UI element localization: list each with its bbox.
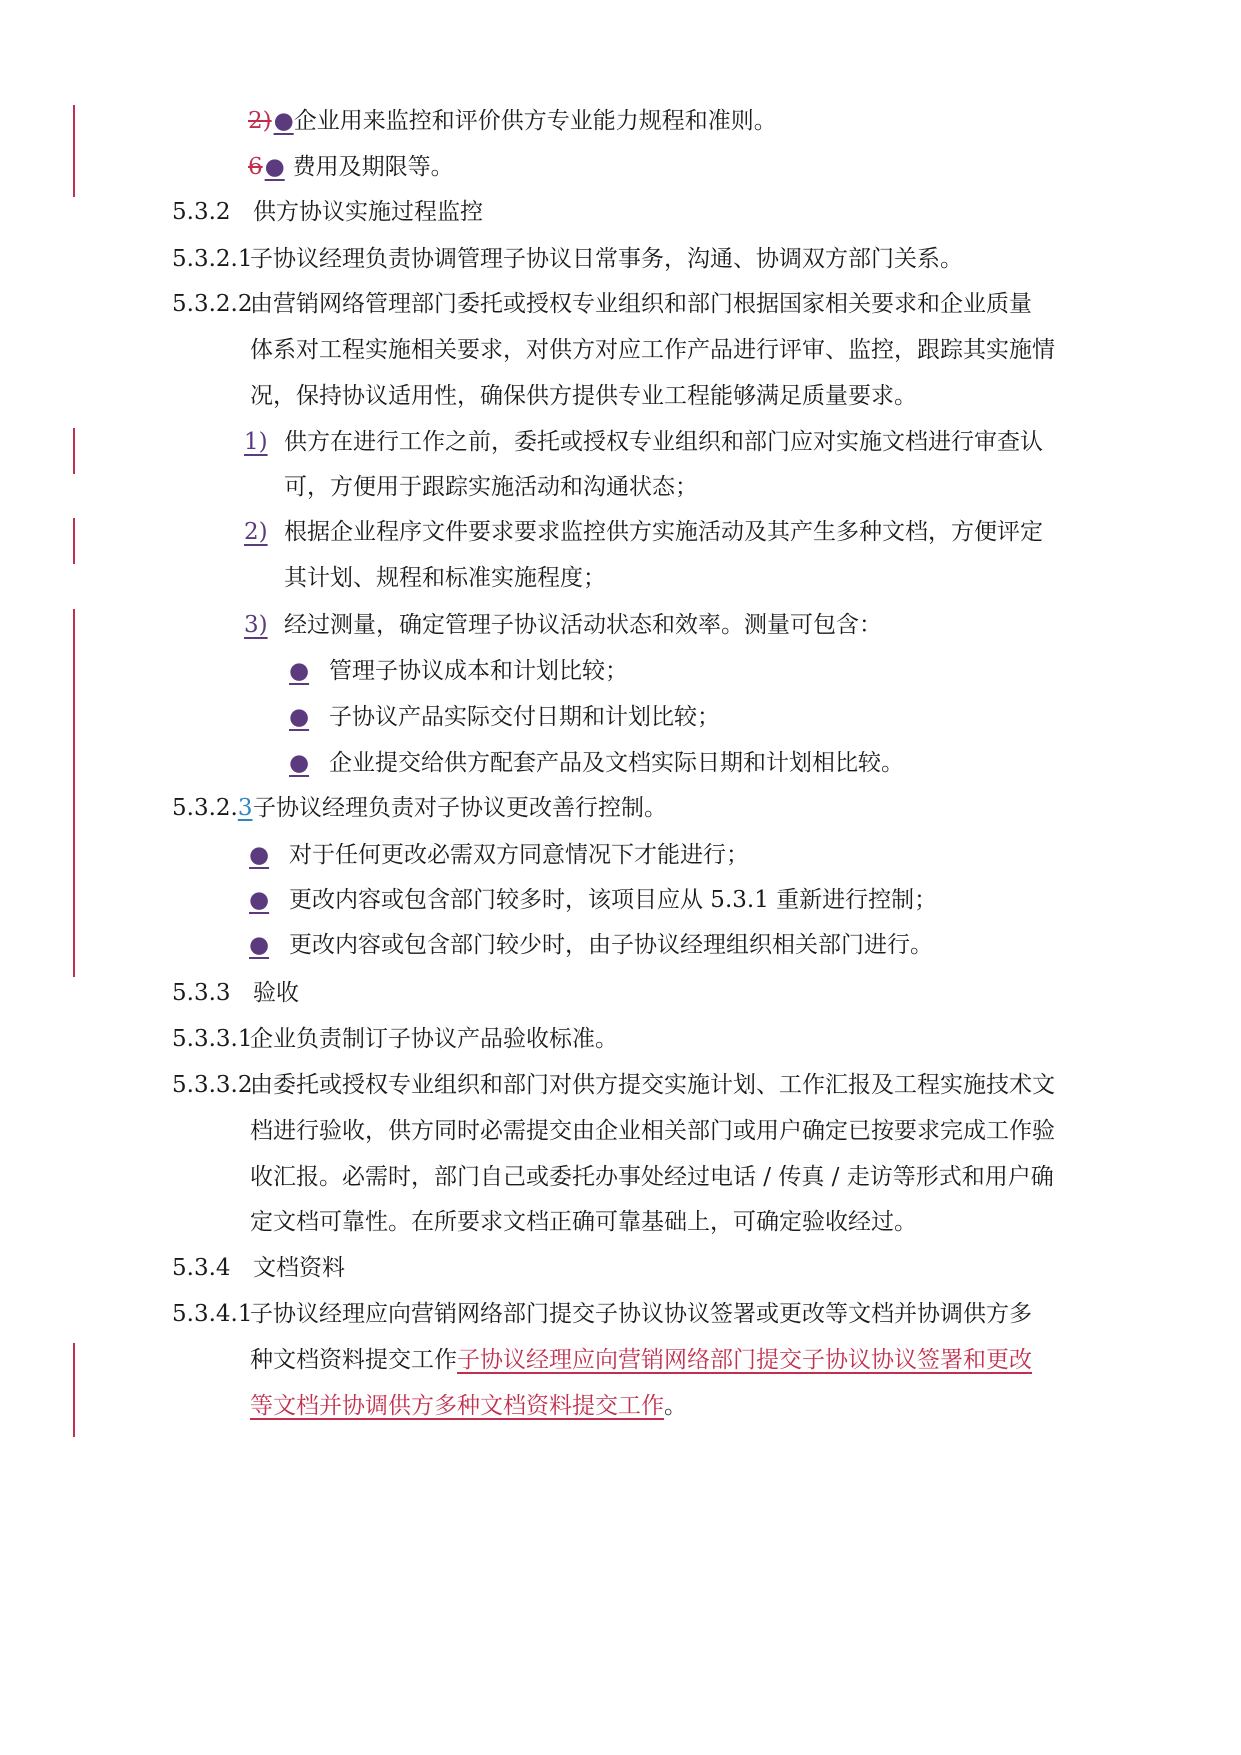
change-bar xyxy=(73,105,75,197)
bullet-icon: ● xyxy=(264,154,285,180)
item-text: 企业提交给供方配套产品及文档实际日期和计划相比较。 xyxy=(329,750,904,776)
bullet-item xyxy=(249,930,933,960)
clause-text: 档进行验收，供方同时必需提交由企业相关部门或用户确定已按要求完成工作验 xyxy=(250,1118,1055,1144)
change-bar xyxy=(73,518,75,564)
clause-number: 5.3.4.1 xyxy=(172,1301,253,1327)
numbered-item xyxy=(244,610,882,640)
clause-text: 况，保持协议适用性，确保供方提供专业工程能够满足质量要求。 xyxy=(250,383,917,409)
clause-text: 体系对工程实施相关要求，对供方对应工作产品进行评审、监控，跟踪其实施情 xyxy=(250,337,1055,363)
clause-number: 5.3.2.1 xyxy=(172,246,253,272)
clause-text: 定文档可靠性。在所要求文档正确可靠基础上，可确定验收经过。 xyxy=(250,1209,917,1235)
change-bar xyxy=(73,1343,75,1437)
item-text: 根据企业程序文件要求要求监控供方实施活动及其产生多种文档，方便评定 xyxy=(284,519,1043,545)
change-bar xyxy=(73,428,75,474)
item-text: 可，方便用于跟踪实施活动和沟通状态； xyxy=(284,474,698,500)
clause-number: 5.3.3.2 xyxy=(172,1072,253,1098)
bullet-icon: ● xyxy=(273,108,294,134)
item-text: 经过测量，确定管理子协议活动状态和效率。测量可包含： xyxy=(284,612,882,638)
clause-text: 子协议经理应向营销网络部门提交子协议协议签署或更改等文档并协调供方多 xyxy=(250,1301,1032,1327)
item-text: 对于任何更改必需双方同意情况下才能进行； xyxy=(289,842,749,868)
item-text: 更改内容或包含部门较少时，由子协议经理组织相关部门进行。 xyxy=(289,932,933,958)
bullet-icon: ● xyxy=(289,750,310,776)
item-number: 3) xyxy=(244,612,268,638)
bullet-icon: ● xyxy=(289,704,310,730)
bullet-item xyxy=(289,702,720,732)
section-heading: 文档资料 xyxy=(253,1255,345,1281)
section-heading: 验收 xyxy=(253,980,299,1006)
inserted-text: 等文档并协调供方多种文档资料提交工作 xyxy=(250,1393,664,1419)
clause-text-part: 种文档资料提交工作 xyxy=(250,1347,457,1373)
clause-text: 企业负责制订子协议产品验收标准。 xyxy=(250,1026,618,1052)
clause-number-text: 5.3.2. xyxy=(172,795,238,821)
clause-text: 由营销网络管理部门委托或授权专业组织和部门根据国家相关要求和企业质量 xyxy=(250,291,1032,317)
inserted-text: 子协议经理应向营销网络部门提交子协议协议签署和更改 xyxy=(457,1347,1032,1373)
item-text: 费用及期限等。 xyxy=(292,154,454,180)
item-text: 更改内容或包含部门较多时，该项目应从 5.3.1 重新进行控制； xyxy=(289,887,938,913)
change-bar xyxy=(73,609,75,977)
bullet-icon: ● xyxy=(249,842,270,868)
section-number: 5.3.4 xyxy=(172,1255,231,1281)
bullet-icon: ● xyxy=(249,887,270,913)
list-item xyxy=(248,106,777,136)
item-text: 子协议产品实际交付日期和计划比较； xyxy=(329,704,720,730)
clause-text-part: 。 xyxy=(664,1393,687,1419)
deleted-text: 2) xyxy=(248,108,272,134)
numbered-item xyxy=(244,427,1043,457)
clause-number: 5.3.2.2 xyxy=(172,291,253,317)
numbered-item xyxy=(244,517,1043,547)
clause-text xyxy=(250,1391,687,1421)
clause-number: 5.3.3.1 xyxy=(172,1026,253,1052)
section-number: 5.3.2 xyxy=(172,199,231,225)
clause-text: 子协议经理负责协调管理子协议日常事务，沟通、协调双方部门关系。 xyxy=(250,246,963,272)
deleted-text: 6 xyxy=(248,154,263,180)
section-heading: 供方协议实施过程监控 xyxy=(253,199,483,225)
bullet-icon: ● xyxy=(249,932,270,958)
revision-link[interactable]: 3 xyxy=(237,795,253,821)
clause-text: 收汇报。必需时，部门自己或委托办事处经过电话 / 传真 / 走访等形式和用户确 xyxy=(250,1164,1054,1190)
bullet-icon: ● xyxy=(289,658,310,684)
item-text: 企业用来监控和评价供方专业能力规程和准则。 xyxy=(293,108,777,134)
clause-number xyxy=(172,793,252,823)
clause-text: 由委托或授权专业组织和部门对供方提交实施计划、工作汇报及工程实施技术文 xyxy=(250,1072,1055,1098)
item-text: 供方在进行工作之前，委托或授权专业组织和部门应对实施文档进行审查认 xyxy=(284,429,1043,455)
item-text: 其计划、规程和标准实施程度； xyxy=(284,565,606,591)
section-number: 5.3.3 xyxy=(172,980,231,1006)
bullet-item xyxy=(249,840,749,870)
clause-text: 子协议经理负责对子协议更改善行控制。 xyxy=(253,795,667,821)
list-item xyxy=(248,152,454,182)
item-number: 1) xyxy=(244,429,268,455)
item-number: 2) xyxy=(244,519,268,545)
item-text: 管理子协议成本和计划比较； xyxy=(329,658,628,684)
bullet-item xyxy=(249,885,937,915)
bullet-item xyxy=(289,656,628,686)
bullet-item xyxy=(289,748,904,778)
clause-text xyxy=(250,1345,1032,1375)
